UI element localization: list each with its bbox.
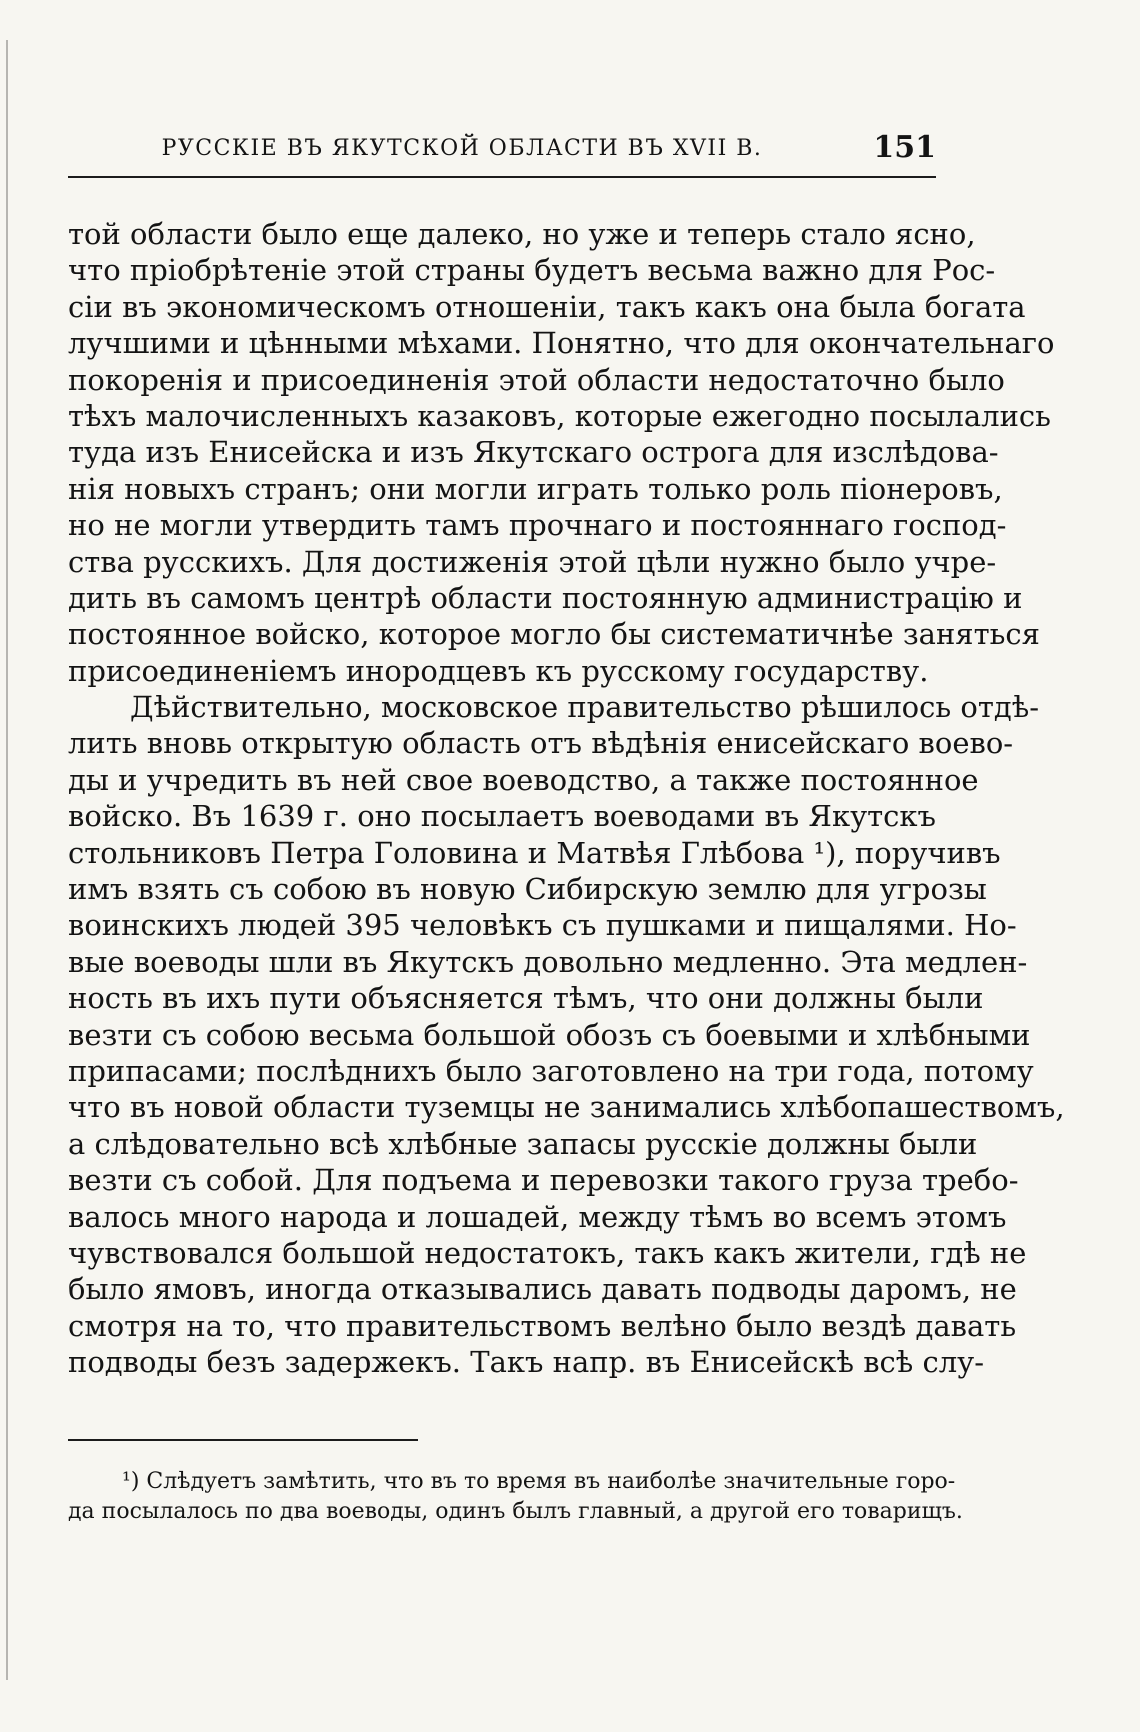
text-line: везти съ собой. Для подъема и перевозки такого груза требо- xyxy=(68,1163,1019,1198)
text-line: лить вновь открытую область отъ вѣдѣнія енисейскаго воево- xyxy=(68,726,1014,761)
text-line: вые воеводы шли въ Якутскъ довольно медленно. Эта медлен- xyxy=(68,944,1028,979)
text-line: что въ новой области туземцы не занимались хлѣбопашествомъ, xyxy=(68,1090,1065,1125)
page-binding-edge xyxy=(6,40,8,1680)
text-line: валось много народа и лошадей, между тѣмъ во всемъ этомъ xyxy=(68,1199,1007,1234)
text-line: а слѣдовательно всѣ хлѣбные запасы русскіе должны были xyxy=(68,1126,978,1161)
footnote-text: Слѣдуетъ замѣтить, что въ то время въ наиболѣе значительные горо- xyxy=(146,1468,956,1494)
text-line: сіи въ экономическомъ отношеніи, такъ какъ она была богата xyxy=(68,289,1026,324)
text-line: чувствовался большой недостатокъ, такъ какъ жители, гдѣ не xyxy=(68,1235,1027,1270)
text-line: воинскихъ людей 395 человѣкъ съ пушками и пищалями. Но- xyxy=(68,908,1017,943)
footnote-line: да посылалось по два воеводы, одинъ былъ главный, а другой его товарищъ. xyxy=(68,1498,963,1524)
text-line: припасами; послѣднихъ было заготовлено на три года, потому xyxy=(68,1053,1034,1088)
text-line: имъ взять съ собою въ новую Сибирскую землю для угрозы xyxy=(68,872,987,907)
footnote xyxy=(68,1467,963,1527)
text-line: ства русскихъ. Для достиженія этой цѣли нужно было учре- xyxy=(68,544,997,579)
text-line: войско. Въ 1639 г. оно посылаетъ воеводами въ Якутскъ xyxy=(68,799,936,834)
text-line: постоянное войско, которое могло бы систематичнѣе заняться xyxy=(68,617,1040,652)
footnote-marker: ¹) xyxy=(122,1468,140,1494)
text-line: присоединеніемъ инородцевъ къ русскому государству. xyxy=(68,653,929,688)
footnote-line xyxy=(68,1467,956,1497)
text-line: подводы безъ задержекъ. Такъ напр. въ Енисейскѣ всѣ слу- xyxy=(68,1345,985,1380)
text-line: Дѣйствительно, московское правительство рѣшилось отдѣ- xyxy=(130,690,1040,725)
page-number: 151 xyxy=(873,130,936,165)
running-title: РУССКІЕ ВЪ ЯКУТСКОЙ ОБЛАСТИ ВЪ XVII В. xyxy=(161,136,763,161)
page-header xyxy=(68,128,936,178)
text-line: было ямовъ, иногда отказывались давать подводы даромъ, не xyxy=(68,1272,1017,1307)
text-line: той области было еще далеко, но уже и теперь стало ясно, xyxy=(68,217,976,251)
text-line: нія новыхъ странъ; они могли играть только роль піонеровъ, xyxy=(68,471,1003,506)
text-line: что пріобрѣтеніе этой страны будетъ весьма важно для Рос- xyxy=(68,253,996,288)
text-line: ность въ ихъ пути объясняется тѣмъ, что они должны были xyxy=(68,981,984,1016)
text-line: покоренія и присоединенія этой области недостаточно было xyxy=(68,362,1005,397)
book-page xyxy=(68,128,1065,1527)
footnote-divider xyxy=(68,1439,418,1441)
text-line: ды и учредить въ ней свое воеводство, а также постоянное xyxy=(68,762,979,797)
body-text xyxy=(68,216,1065,1381)
text-line: везти съ собою весьма большой обозъ съ боевыми и хлѣбными xyxy=(68,1017,1031,1052)
text-line: смотря на то, что правительствомъ велѣно было вездѣ давать xyxy=(68,1308,1017,1343)
text-line: дить въ самомъ центрѣ области постоянную администрацію и xyxy=(68,580,1023,615)
text-line: стольниковъ Петра Головина и Матвѣя Глѣбова ¹), поручивъ xyxy=(68,835,1001,870)
text-line: тѣхъ малочисленныхъ казаковъ, которые ежегодно посылались xyxy=(68,398,1051,433)
text-line: но не могли утвердить тамъ прочнаго и постояннаго господ- xyxy=(68,508,1007,543)
text-line: туда изъ Енисейска и изъ Якутскаго острога для изслѣдова- xyxy=(68,435,999,470)
text-line: лучшими и цѣнными мѣхами. Понятно, что для окончательнаго xyxy=(68,326,1055,361)
